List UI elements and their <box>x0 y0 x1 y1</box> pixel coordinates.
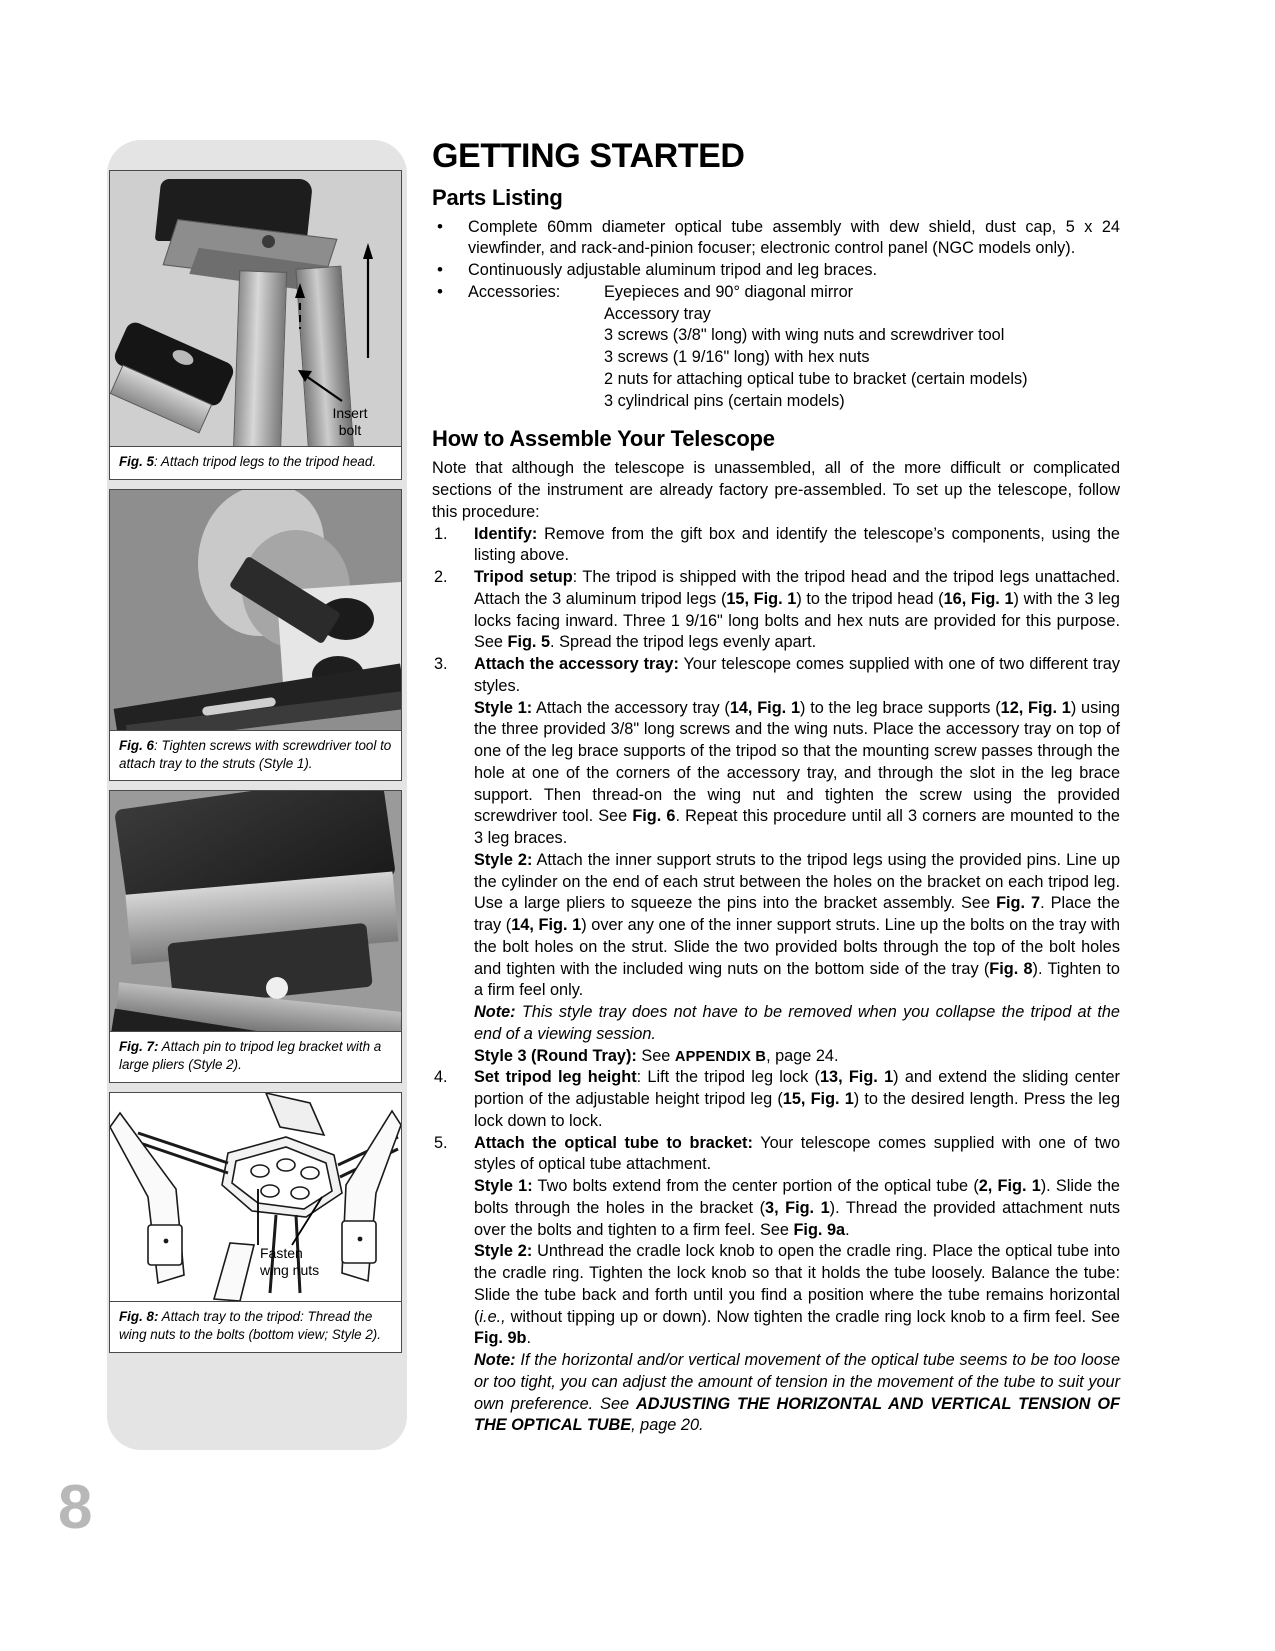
step-5-style-2 <box>474 1241 1120 1350</box>
fig5-annotation-line1: Insert <box>332 405 368 421</box>
step-text <box>474 524 1120 568</box>
note-label: Note: <box>474 1003 516 1022</box>
list-item <box>432 217 1120 261</box>
fig8-annotation-line1: Fasten <box>260 1245 303 1262</box>
fig5-caption-label: Fig. 5 <box>119 454 154 469</box>
fig8-annotation-line2: wing nuts <box>260 1261 320 1278</box>
step-body: Remove from the gift box and identify the telescope’s components, using the listing above. <box>474 524 1120 565</box>
step-label: Attach the optical tube to bracket: <box>474 1133 753 1152</box>
style-label: Style 2: <box>474 850 533 869</box>
step-text <box>474 567 1120 654</box>
fig8-tripod-drawing <box>110 1093 401 1301</box>
heading-how-to-assemble: How to Assemble Your Telescope <box>432 426 775 452</box>
figure-column <box>109 170 402 1362</box>
step-body: Your telescope comes supplied with one of two different tray styles. <box>474 655 1120 695</box>
fig6-caption <box>109 731 402 782</box>
accessory-item: 3 cylindrical pins (certain models) <box>604 391 845 410</box>
fig5-caption <box>109 447 402 480</box>
fig8-caption-label: Fig. 8: <box>119 1309 159 1325</box>
figure-fig6 <box>109 489 402 782</box>
style-label: Style 1: <box>474 698 533 717</box>
style-label: Style 1: <box>474 1177 533 1196</box>
fig7-pin-shape <box>266 977 288 999</box>
step-label: Tripod setup <box>474 568 573 587</box>
accessory-item: Accessory tray <box>604 304 711 323</box>
fig7-photo <box>109 790 402 1032</box>
step-3-style-3 <box>474 1046 1120 1068</box>
accessory-item: 3 screws (1 9/16" long) with hex nuts <box>604 348 870 367</box>
step-body: Your telescope comes supplied with one of two styles of optical tube attachment. <box>474 1133 1120 1174</box>
fig7-caption <box>109 1032 402 1083</box>
fig6-caption-text: : Tighten screws with screwdriver tool to attach tray to the struts (Style 1). <box>119 737 392 771</box>
step-3-style-1 <box>474 698 1120 850</box>
list-item <box>432 260 1120 282</box>
accessories-items <box>604 282 1120 413</box>
accessory-item: 2 nuts for attaching optical tube to bracket (certain models) <box>604 369 1028 388</box>
step-label: Set tripod leg height <box>474 1068 637 1087</box>
style-body: Unthread the cradle lock knob to open the cradle ring. Place the optical tube into the cradle ring. Tighten the lock knob so that it holds the tube loosely. Balance the tube: Slide the tube back and forth until you find a position where the tube remains horizontal (i.e., without tipping up or down). Now tighten the cradle ring lock knob to a firm feel. See Fig. 9b. <box>474 1242 1121 1348</box>
fig5-photo <box>109 170 402 447</box>
step-label: Identify: <box>474 524 538 543</box>
accessory-item: 3 screws (3/8" long) with wing nuts and screwdriver tool <box>604 326 1005 345</box>
fig8-lineart <box>109 1092 402 1302</box>
step-3-note <box>474 1002 1120 1046</box>
step-2 <box>432 567 1120 654</box>
parts-listing-bullets <box>432 217 1120 413</box>
style-body: Two bolts extend from the center portion of the optical tube (2, Fig. 1). Slide the bolts through the holes in the bracket (3, Fig. 1). Thread the provided attachment nuts over the bolts and tighten to a firm feel. See Fig. 9a. <box>474 1177 1120 1239</box>
bullet-icon: • <box>437 281 443 301</box>
step-number: 3. <box>434 655 448 674</box>
accessories-label: Accessories: <box>468 282 561 301</box>
fig7-caption-label: Fig. 7: <box>119 1039 159 1055</box>
fig6-caption-label: Fig. 6 <box>119 737 154 753</box>
fig5-annotation-line2: bolt <box>338 421 362 438</box>
style-body: See APPENDIX B, page 24. <box>636 1046 839 1065</box>
fig6-photo <box>109 489 402 731</box>
main-content <box>432 139 1120 1437</box>
page-title: GETTING STARTED <box>432 137 745 175</box>
bullet-icon: • <box>437 260 443 280</box>
page-number: 8 <box>58 1473 92 1542</box>
step-3-style-2 <box>474 850 1120 1002</box>
figure-fig5 <box>109 170 402 480</box>
step-text <box>474 654 1120 698</box>
step-5 <box>432 1133 1120 1438</box>
step-5-style-1 <box>474 1176 1120 1241</box>
step-text <box>474 1067 1120 1132</box>
step-4 <box>432 1067 1120 1132</box>
bullet-text: Continuously adjustable aluminum tripod and leg braces. <box>468 261 878 280</box>
step-body: : Lift the tripod leg lock (13, Fig. 1) and extend the sliding center portion of the adjustable height tripod leg (15, Fig. 1) to the desired length. Press the leg lock down to lock. <box>474 1068 1121 1130</box>
bullet-text: Complete 60mm diameter optical tube assembly with dew shield, dust cap, 5 x 24 viewfinder, and rack-and-pinion focuser; electronic control panel (NGC models only). <box>468 217 1120 258</box>
style-body: Attach the inner support struts to the tripod legs using the provided pins. Line up the cylinder on the end of each strut between the holes on the bracket on each tripod leg. Use a large pliers to squeeze the pins into the bracket assembly. See Fig. 7. Place the tray (14, Fig. 1) over any one of the inner support struts. Line up the bolts on the tray with the bolt holes on the strut. Slide the two provided bolts through the top of the bolt holes and tighten with the included wing nuts on the bottom side of the tray (Fig. 8). Tighten to a firm feel only. <box>474 850 1121 1000</box>
step-text <box>474 1133 1120 1177</box>
accessory-item: Eyepieces and 90° diagonal mirror <box>604 282 854 301</box>
fig5-caption-text: : Attach tripod legs to the tripod head. <box>153 454 377 469</box>
note-label: Note: <box>474 1351 516 1370</box>
step-5-final-note <box>474 1350 1120 1437</box>
step-number: 1. <box>434 524 448 543</box>
heading-parts-listing: Parts Listing <box>432 184 563 210</box>
figure-fig7 <box>109 790 402 1083</box>
step-3 <box>432 654 1120 1067</box>
fig5-annotation <box>300 405 400 439</box>
step-number: 5. <box>434 1133 448 1152</box>
style-label: Style 3 (Round Tray): <box>474 1046 637 1065</box>
list-item-accessories <box>432 282 1120 413</box>
step-label: Attach the accessory tray: <box>474 655 679 674</box>
fig7-caption-text: Attach pin to tripod leg bracket with a large pliers (Style 2). <box>119 1039 382 1073</box>
bullet-icon: • <box>437 216 443 236</box>
fig8-caption-text: Attach tray to the tripod: Thread the wing nuts to the bolts (bottom view; Style 2). <box>119 1309 381 1342</box>
note-body: This style tray does not have to be removed when you collapse the tripod at the end of a viewing session. <box>474 1003 1120 1043</box>
step-number: 4. <box>434 1068 448 1087</box>
figure-fig8 <box>109 1092 402 1353</box>
fig8-caption <box>109 1302 402 1353</box>
assemble-intro: Note that although the telescope is unassembled, all of the more difficult or complicated sections of the instrument are already factory pre-assembled. To set up the telescope, follow this procedure: <box>432 459 1120 521</box>
fig8-annotation <box>260 1245 319 1279</box>
style-body: Attach the accessory tray (14, Fig. 1) to the leg brace supports (12, Fig. 1) using the three provided 3/8" long screws and the wing nuts. Place the accessory tray on top of one of the leg brace supports of the tripod so that the mounting screw passes through the hole at one of the corners of the accessory tray, and through the slot in the leg brace support. Then thread-on the wing nut and tighten the screw using the provided screwdriver tool. See Fig. 6. Repeat this procedure until all 3 corners are mounted to the 3 leg braces. <box>474 698 1120 848</box>
note-body: If the horizontal and/or vertical movement of the optical tube seems to be too loose or too tight, you can adjust the amount of tension in the movement of the tube to suit your own preference. See ADJUSTING THE HORIZONTAL AND VERTICAL TENSION OF THE OPTICAL TUBE, page 20. <box>474 1351 1120 1435</box>
step-1 <box>432 524 1120 568</box>
step-number: 2. <box>434 568 448 587</box>
style-label: Style 2: <box>474 1242 533 1261</box>
step-body: : The tripod is shipped with the tripod head and the tripod legs unattached. Attach the 3 aluminum tripod legs (15, Fig. 1) to the tripod head (16, Fig. 1) with the 3 leg locks facing inward. Three 1 9/16" long bolts and hex nuts are provided for this purpose. See Fig. 5. Spread the tripod legs evenly apart. <box>474 568 1120 652</box>
assembly-steps <box>432 524 1120 1438</box>
